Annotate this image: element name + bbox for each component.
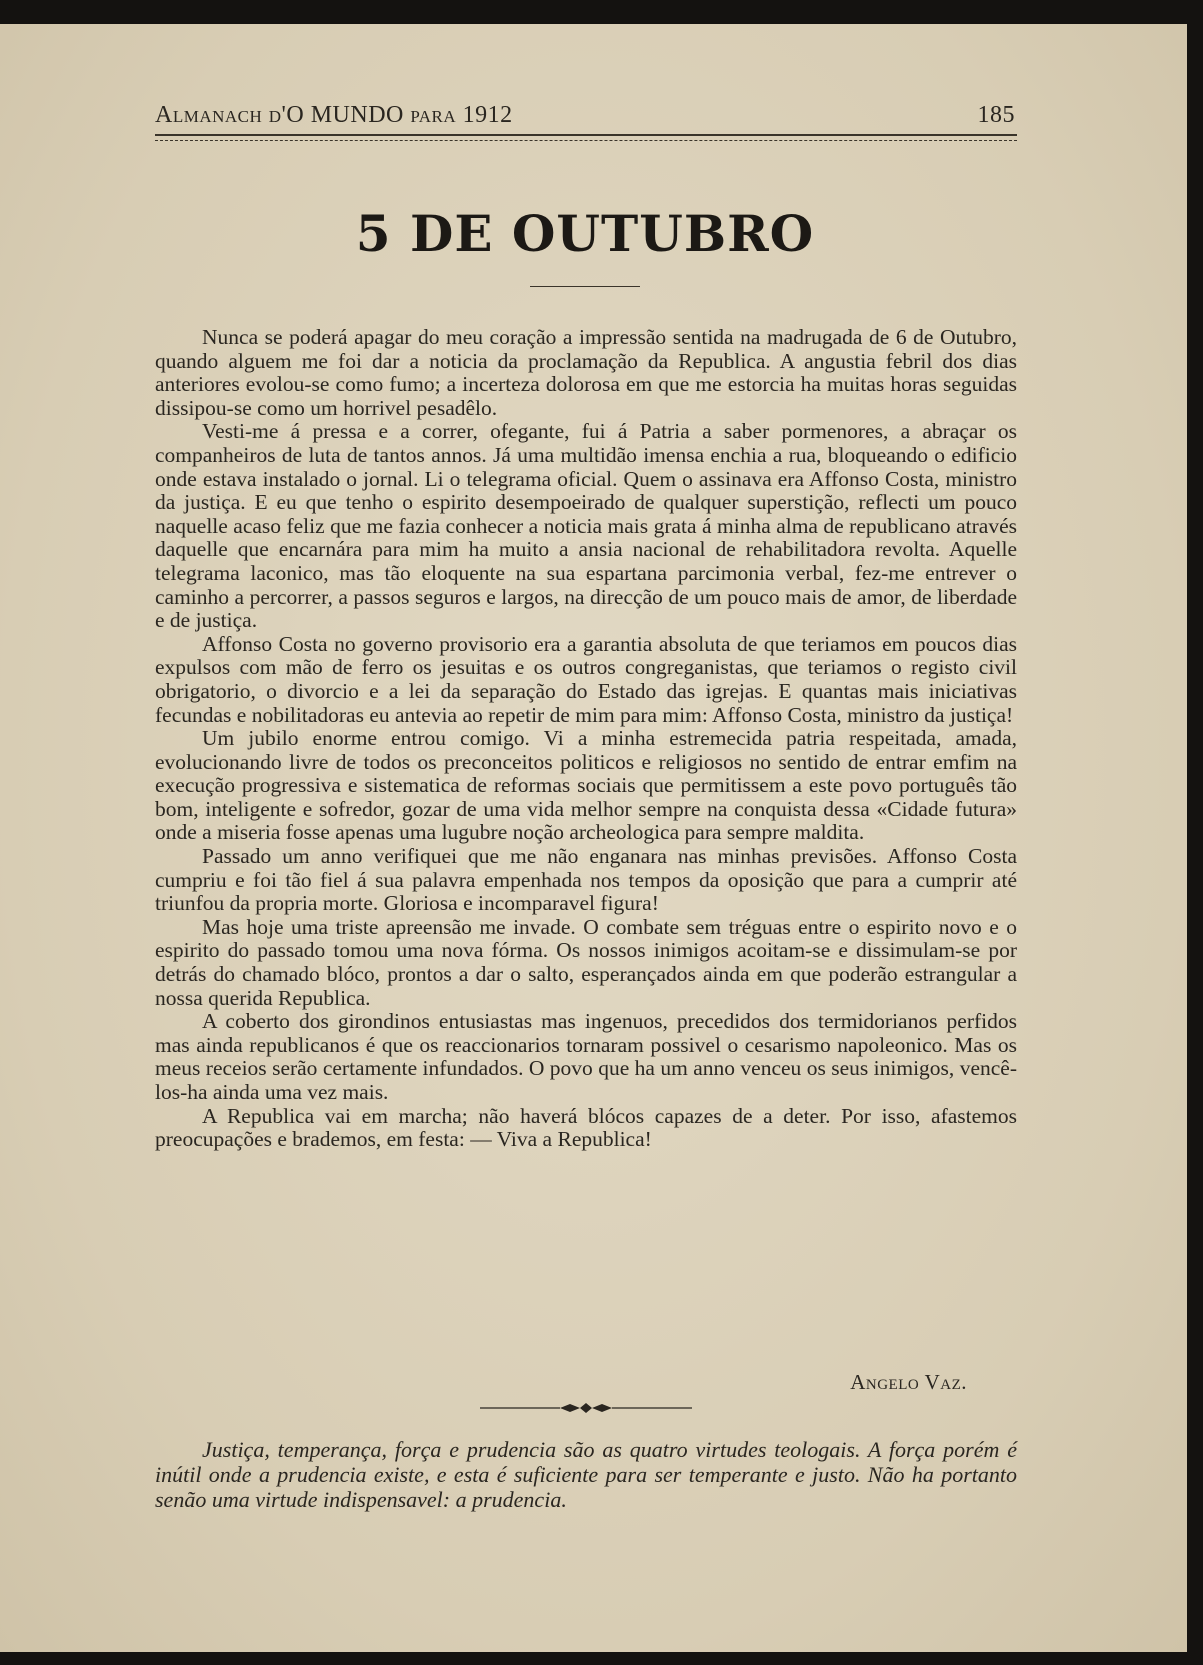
footnote-text: Justiça, temperança, força e prudencia são as quatro virtudes teologais. A força porém é inútil onde a prudencia existe, e esta é suficiente para ser temperante e justo. Não ha portanto senão uma virtude indispensavel: a prudencia. (155, 1437, 1017, 1512)
header-rule (155, 134, 1017, 141)
running-title: Almanach d'O MUNDO para 1912 (155, 102, 513, 128)
paragraph: Mas hoje uma triste apreensão me invade. O combate sem tréguas entre o espirito novo e o espirito do passado tomou uma nova fórma. Os nossos inimigos acoitam-se e dissimulam-se por detrás do chamado blóco, prontos a dar o salto, esperançados ainda em que poderão estrangular a nossa querida Republica. (155, 914, 1017, 1010)
page-number: 185 (977, 102, 1015, 128)
footnote (155, 1437, 1017, 1512)
paragraph: Um jubilo enorme entrou comigo. Vi a minha estremecida patria respeitada, amada, evolucionando livre de todos os preconceitos politicos e religiosos no sentido de entrar emfim na execução progressiva e sistematica de reformas sociais que permitissem a este povo português tão bom, inteligente e sofredor, gozar de uma vida melhor sempre na conquista dessa «Cidade futura» onde a miseria fosse apenas uma lugubre noção archeologica para sempre maldita. (155, 726, 1017, 845)
running-header (155, 102, 1015, 129)
paragraph: A Republica vai em marcha; não haverá blócos capazes de a deter. Por isso, afastemos preocupações e brademos, em festa: — Viva a Republica! (155, 1103, 1017, 1152)
title-rule (530, 286, 640, 287)
paragraph: Affonso Costa no governo provisorio era a garantia absoluta de que teriamos em poucos dias expulsos com mão de ferro os jesuitas e os outros congreganistas, que teriamos o registo civil obrigatorio, o divorcio e a lei da separação do Estado das igrejas. E quantas mais iniciativas fecundas e nobilitadoras eu antevia ao repetir de mim para mim: Affonso Costa, ministro da justiça! (155, 631, 1017, 727)
paragraph: Passado um anno verifiquei que me não enganara nas minhas previsões. Affonso Costa cumpriu e foi tão fiel á sua palavra empenhada nos tempos da oposição que para a cumprir até triunfou da propria morte. Gloriosa e incomparavel figura! (155, 844, 1017, 916)
article-body (155, 326, 1017, 1152)
ornament-divider-icon (480, 1402, 692, 1414)
article-title: 5 DE OUTUBRO (355, 204, 815, 263)
paragraph: Vesti-me á pressa e a correr, ofegante, fui á Patria a saber pormenores, a abraçar os companheiros de luta de tantos annos. Já uma multidão imensa enchia a rua, bloqueando o edificio onde estava instalado o jornal. Li o telegrama oficial. Quem o assinava era Affonso Costa, ministro da justiça. E eu que tenho o espirito desempoeirado de qualquer superstição, reflecti um pouco naquelle acaso feliz que me fazia conhecer a noticia mais grata á minha alma de republicano através daquelle que encarnára para mim ha muito a ansia nacional de rehabilitadora revolta. Aquelle telegrama laconico, mas tão eloquente na sua espartana parcimonia verbal, fez-me entrever o caminho a percorrer, a passos seguros e largos, na direcção de um pouco mais de amor, de liberdade e de justiça. (155, 419, 1017, 633)
book-page (0, 24, 1187, 1652)
paragraph: Nunca se poderá apagar do meu coração a impressão sentida na madrugada de 6 de Outubro, quando alguem me foi dar a noticia da proclamação da Republica. A angustia febril dos dias anteriores evolou-se como fumo; a incerteza dolorosa em que me estorcia ha muitas horas seguidas dissipou-se como um horrivel pesadêlo. (155, 325, 1017, 420)
author-signature: Angelo Vaz. (850, 1370, 967, 1394)
paragraph: A coberto dos girondinos entusiastas mas ingenuos, precedidos dos termidorianos perfidos mas ainda republicanos é que os reaccionarios tornaram possivel o cesarismo napoleonico. Mas os meus receios serão certamente infundados. O povo que ha um anno venceu os seus inimigos, vencê-los-ha ainda uma vez mais. (155, 1009, 1017, 1104)
